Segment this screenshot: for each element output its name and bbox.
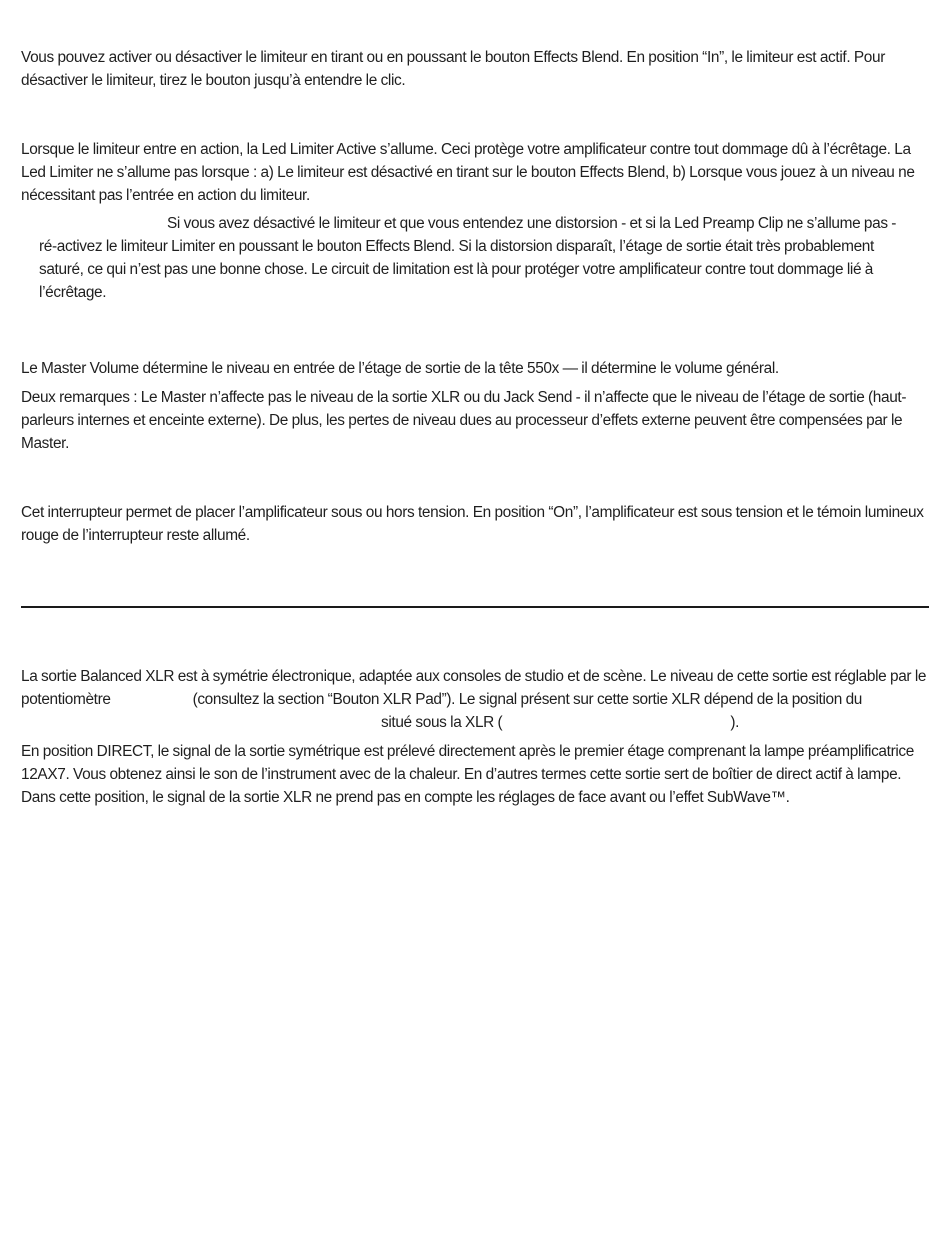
- limiter-note-paragraph: [39, 212, 909, 304]
- xlr-output-paragraph: [21, 665, 933, 734]
- limiter-led-paragraph: Lorsque le limiteur entre en action, la Led Limiter Active s’allume. Ceci protège votre amplificateur contre tout dommage dû à l’écrêtage. La Led Limiter ne s’allume pas lorsque : a) Le limiteur est désactivé en tirant sur le bouton Effects Blend, b) Lorsque vous jouez à un niveau ne nécessitant pas l’entrée en action du limiteur.: [21, 141, 915, 204]
- power-switch-paragraph: Cet interrupteur permet de placer l’amplificateur sous ou hors tension. En position “On”, l’amplificateur est sous tension et le témoin lumineux rouge de l’interrupteur reste allumé.: [21, 504, 924, 544]
- limiter-note-text: Si vous avez désactivé le limiteur et que vous entendez une distorsion - et si la Led Preamp Clip ne s’allume pas - ré-activez le limiteur Limiter en poussant le bouton Effects Blend. Si la distorsion disparaît, l’étage de sortie était très probablement saturé, ce qui n’est pas une bonne chose. Le circuit de limitation est là pour protéger votre amplificateur contre tout dommage lié à l’écrêtage.: [39, 215, 897, 301]
- xlr-text-part-3: situé sous la XLR (: [381, 714, 503, 731]
- xlr-text-part-2: (consultez la section “Bouton XLR Pad”). Le signal présent sur cette sortie XLR dépend de la position du: [192, 691, 863, 708]
- limiter-toggle-paragraph: Vous pouvez activer ou désactiver le limiteur en tirant ou en poussant le bouton Effects Blend. En position “In”, le limiteur est actif. Pour désactiver le limiteur, tirez le bouton jusqu’à entendre le clic.: [21, 49, 885, 89]
- xlr-text-part-4: ).: [730, 714, 740, 731]
- master-notes-paragraph: Deux remarques : Le Master n’affecte pas le niveau de la sortie XLR ou du Jack Send - il n’affecte que le niveau de l’étage de sortie (haut-parleurs internes et enceinte externe). De plus, les pertes de niveau dues au processeur d’effets externe peuvent être compensées par le Master.: [21, 389, 907, 452]
- xlr-text-part-1: La sortie Balanced XLR est à symétrie électronique, adaptée aux consoles de studio et de scène. Le niveau de cette sortie est réglable par le potentiomètre: [21, 668, 927, 708]
- master-volume-paragraph: Le Master Volume détermine le niveau en entrée de l’étage de sortie de la tête 550x — il détermine le volume général.: [21, 360, 779, 377]
- section-divider: [21, 606, 929, 608]
- xlr-direct-paragraph: En position DIRECT, le signal de la sortie symétrique est prélevé directement après le premier étage comprenant la lampe préamplificatrice 12AX7. Vous obtenez ainsi le son de l’instrument avec de la chaleur. En d’autres termes cette sortie sert de boîtier de direct actif à lampe. Dans cette position, le signal de la sortie XLR ne prend pas en compte les réglages de face avant ou l’effet SubWave™.: [21, 743, 914, 806]
